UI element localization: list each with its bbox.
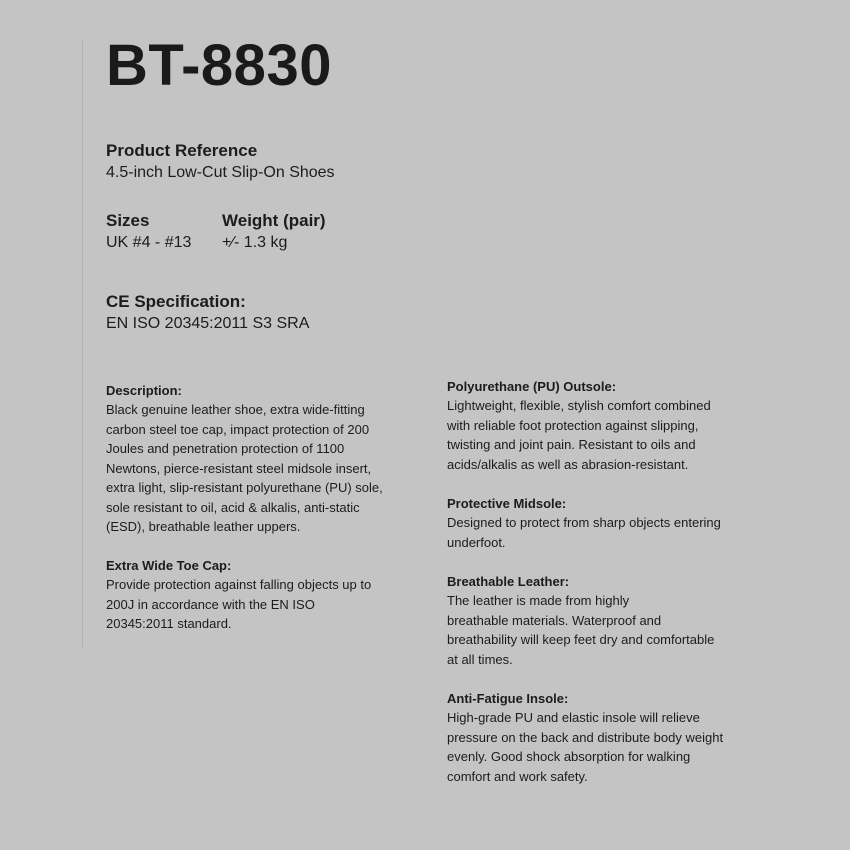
section-body: Black genuine leather shoe, extra wide-fitting carbon steel toe cap, impact protection of 200 Joules and penetration protection of 1100 Newtons, pierce-resistant steel midsole insert, extra light, slip-resistant polyurethane (PU) sole, sole resistant to oil, acid & alkalis, anti-static (ESD), breathable leather uppers. bbox=[106, 402, 383, 534]
product-reference-label: Product Reference bbox=[106, 141, 258, 160]
section-heading: Polyurethane (PU) Outsole: bbox=[447, 379, 617, 394]
sizes-value: UK #4 - #13 bbox=[106, 234, 192, 251]
weight-label: Weight (pair) bbox=[222, 211, 326, 230]
sizes-label: Sizes bbox=[106, 211, 150, 230]
section-heading: Anti-Fatigue Insole: bbox=[447, 691, 569, 706]
vertical-divider bbox=[82, 40, 83, 648]
section-body: High-grade PU and elastic insole will relieve pressure on the back and distribute body weight evenly. Good shock absorption for walking comfort and work safety. bbox=[447, 710, 724, 784]
section-heading: Extra Wide Toe Cap: bbox=[106, 558, 232, 573]
section-heading: Description: bbox=[106, 383, 182, 398]
toe-cap-section bbox=[106, 556, 426, 634]
leather-section bbox=[447, 572, 767, 669]
midsole-section bbox=[447, 494, 767, 552]
section-heading: Protective Midsole: bbox=[447, 496, 567, 511]
section-body: Designed to protect from sharp objects entering underfoot. bbox=[447, 515, 721, 550]
sizes-block bbox=[106, 210, 191, 254]
description-section bbox=[106, 381, 426, 537]
section-body: The leather is made from highly breathable materials. Waterproof and breathability will keep feet dry and comfortable at all times. bbox=[447, 593, 715, 667]
outsole-section bbox=[447, 377, 767, 474]
product-reference-value: 4.5-inch Low-Cut Slip-On Shoes bbox=[106, 164, 335, 181]
ce-specification-value: EN ISO 20345:2011 S3 SRA bbox=[106, 315, 310, 332]
section-heading: Breathable Leather: bbox=[447, 574, 570, 589]
section-body: Provide protection against falling objects up to 200J in accordance with the EN ISO 20345:2011 standard. bbox=[106, 577, 372, 631]
product-reference-block bbox=[106, 140, 335, 184]
weight-block bbox=[222, 210, 326, 254]
insole-section bbox=[447, 689, 767, 786]
ce-specification-block bbox=[106, 291, 309, 335]
section-body: Lightweight, flexible, stylish comfort combined with reliable foot protection against slipping, twisting and joint pain. Resistant to oils and acids/alkalis as well as abrasion-resistant. bbox=[447, 398, 711, 472]
product-title: BT-8830 bbox=[106, 33, 332, 98]
ce-specification-label: CE Specification: bbox=[106, 292, 246, 311]
weight-value: +⁄- 1.3 kg bbox=[222, 234, 288, 251]
